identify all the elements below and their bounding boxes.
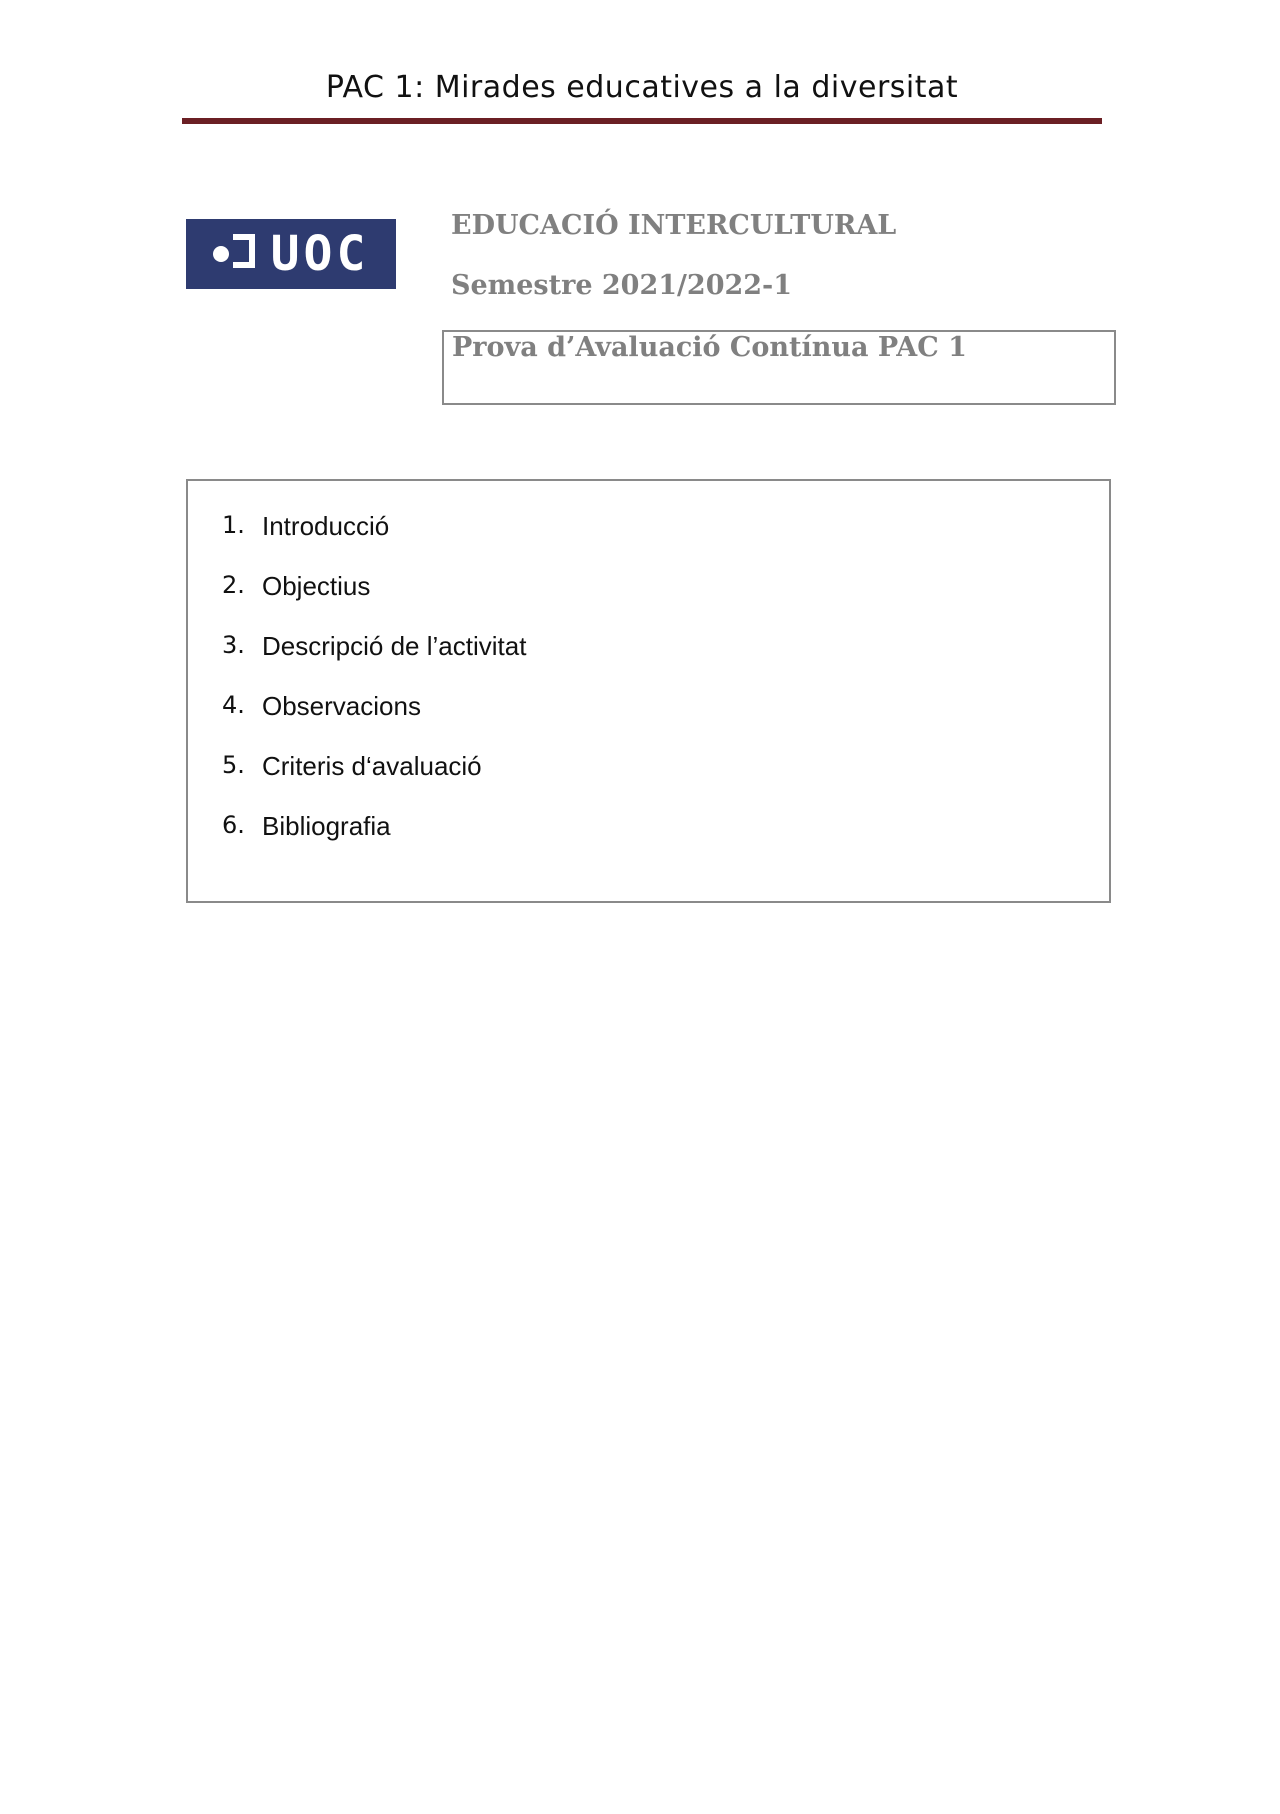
assessment-title: Prova d’Avaluació Contínua PAC 1 (452, 332, 967, 363)
toc-list (222, 511, 526, 871)
page-header-title: PAC 1: Mirades educatives a la diversitat (325, 70, 959, 105)
uoc-logo-mark-icon (213, 234, 261, 274)
course-title: EDUCACIÓ INTERCULTURAL (451, 210, 897, 241)
toc-item-number: 2. (222, 571, 245, 599)
toc-item-bibliografia (222, 811, 526, 871)
header-divider (182, 118, 1102, 124)
uoc-logo (186, 219, 396, 289)
toc-item-label: Observacions (262, 691, 421, 721)
uoc-logo-text: UOC (270, 226, 370, 282)
table-of-contents (186, 479, 1111, 903)
toc-item-number: 4. (222, 691, 245, 719)
toc-item-label: Criteris d‘avaluació (262, 751, 482, 781)
toc-item-label: Introducció (262, 511, 390, 541)
toc-item-number: 3. (222, 631, 245, 659)
toc-item-number: 1. (222, 511, 245, 539)
toc-item-criteris (222, 751, 526, 811)
toc-item-label: Bibliografia (262, 811, 391, 841)
toc-item-label: Objectius (262, 571, 371, 601)
toc-item-number: 5. (222, 751, 245, 779)
semester-label: Semestre 2021/2022-1 (451, 270, 793, 301)
toc-item-observacions (222, 691, 526, 751)
toc-item-label: Descripció de l’activitat (262, 631, 527, 661)
toc-item-objectius (222, 571, 526, 631)
toc-item-number: 6. (222, 811, 245, 839)
assessment-title-box (442, 330, 1116, 405)
toc-item-descripcio (222, 631, 526, 691)
toc-item-introduccio (222, 511, 526, 571)
